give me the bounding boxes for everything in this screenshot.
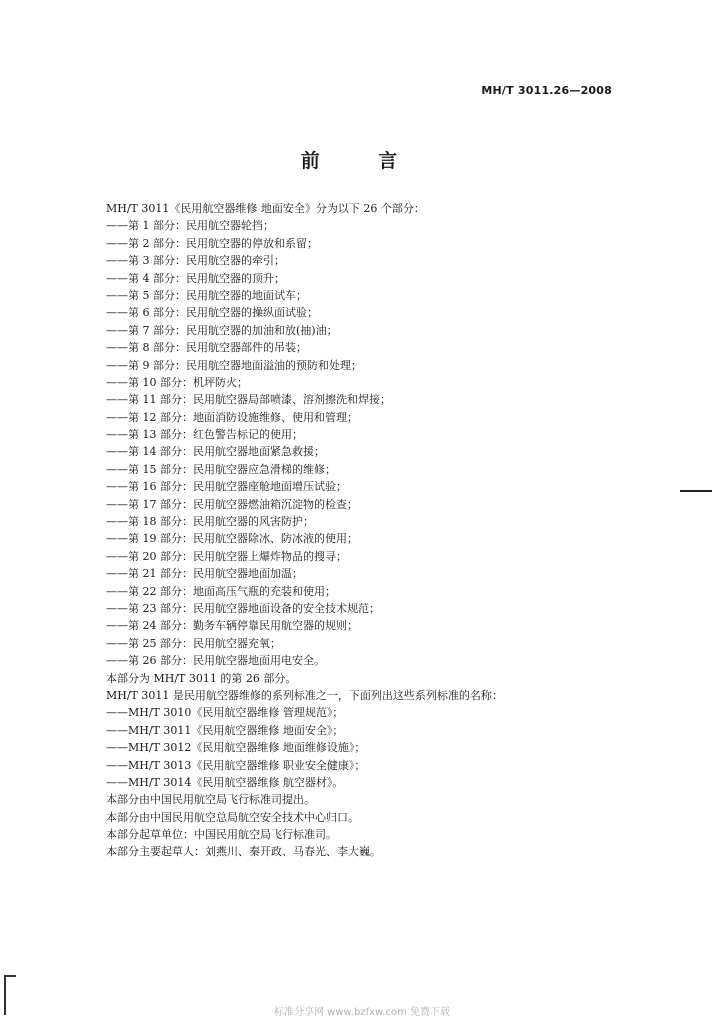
standard-code: MH/T 3011.26—2008 — [481, 84, 612, 97]
part-list-item: ——第 23 部分：民用航空器地面设备的安全技术规范； — [106, 601, 380, 615]
part-list-item: ——第 19 部分：民用航空器除冰、防冰液的使用； — [106, 532, 358, 546]
part-list-item: ——第 16 部分：民用航空器座舱地面增压试验； — [106, 480, 347, 494]
series-intro-line: MH/T 3011 是民用航空器维修的系列标准之一，下面列出这些系列标准的名称： — [106, 688, 503, 702]
foreword-body — [106, 200, 586, 861]
part-list-item: ——第 24 部分：勤务车辆停靠民用航空器的规则； — [106, 619, 358, 633]
series-list-item: ——MH/T 3012《民用航空器维修 地面维修设施》； — [106, 741, 366, 755]
part-list-item: ——第 12 部分：地面消防设施维修、使用和管理； — [106, 410, 358, 424]
part-list-item: ——第 2 部分：民用航空器的停放和系留； — [106, 236, 318, 250]
series-list-item: ——MH/T 3013《民用航空器维修 职业安全健康》； — [106, 758, 366, 772]
closing-line: 本部分由中国民用航空局飞行标准司提出。 — [106, 793, 315, 807]
part-list-item: ——第 25 部分：民用航空器充氧； — [106, 636, 281, 650]
part-list-item: ——第 7 部分：民用航空器的加油和放(抽)油； — [106, 323, 338, 337]
margin-mark — [680, 490, 712, 492]
intro-line: MH/T 3011《民用航空器维修 地面安全》分为以下 26 个部分： — [106, 202, 425, 215]
closing-line: 本部分起草单位：中国民用航空局飞行标准司。 — [106, 828, 337, 842]
watermark-footer: 标准分享网 www.bzfxw.com 免费下载 — [274, 1007, 450, 1018]
scan-corner-mark-tick — [4, 975, 16, 977]
series-list-item: ——MH/T 3014《民用航空器维修 航空器材》。 — [106, 775, 344, 789]
series-list-item: ——MH/T 3011《民用航空器维修 地面安全》； — [106, 723, 344, 737]
part-list-item: ——第 1 部分：民用航空器轮挡； — [106, 219, 274, 233]
part-list-item: ——第 6 部分：民用航空器的操纵面试验； — [106, 306, 318, 320]
part-list-item: ——第 3 部分：民用航空器的牵引； — [106, 254, 285, 268]
part-list-item: ——第 9 部分：民用航空器地面溢油的预防和处理； — [106, 358, 362, 372]
closing-line: 本部分由中国民用航空总局航空安全技术中心归口。 — [106, 810, 359, 824]
part-list-item: ——第 17 部分：民用航空器燃油箱沉淀物的检查； — [106, 497, 358, 511]
part-list-item: ——第 13 部分：红色警告标记的使用； — [106, 428, 303, 442]
part-list-item: ——第 11 部分：民用航空器局部喷漆、溶剂擦洗和焊接； — [106, 393, 391, 407]
closing-list — [106, 791, 586, 861]
part-list-item: ——第 26 部分：民用航空器地面用电安全。 — [106, 654, 325, 668]
part-list-item: ——第 22 部分：地面高压气瓶的充装和使用； — [106, 584, 336, 598]
part-list-item: ——第 15 部分：民用航空器应急滑梯的维修； — [106, 462, 336, 476]
part-list-item: ——第 8 部分：民用航空器部件的吊装； — [106, 341, 307, 355]
part-list-item: ——第 5 部分：民用航空器的地面试车； — [106, 288, 307, 302]
part-list-item: ——第 10 部分：机坪防火； — [106, 375, 248, 389]
series-list — [106, 704, 586, 791]
closing-line: 本部分主要起草人：刘燕川、秦开政、马春光、李大巍。 — [106, 845, 381, 859]
page-title: 前 言 — [300, 150, 424, 172]
part-list-item: ——第 18 部分：民用航空器的风害防护； — [106, 515, 314, 529]
series-list-item: ——MH/T 3010《民用航空器维修 管理规范》； — [106, 706, 344, 720]
part-list-item: ——第 20 部分：民用航空器上爆炸物品的搜寻； — [106, 549, 347, 563]
parts-list — [106, 217, 586, 669]
part-list-item: ——第 14 部分：民用航空器地面紧急救援； — [106, 445, 325, 459]
part-list-item: ——第 4 部分：民用航空器的顶升； — [106, 271, 285, 285]
this-part-line: 本部分为 MH/T 3011 的第 26 部分。 — [106, 671, 297, 685]
part-list-item: ——第 21 部分：民用航空器地面加温； — [106, 567, 303, 581]
